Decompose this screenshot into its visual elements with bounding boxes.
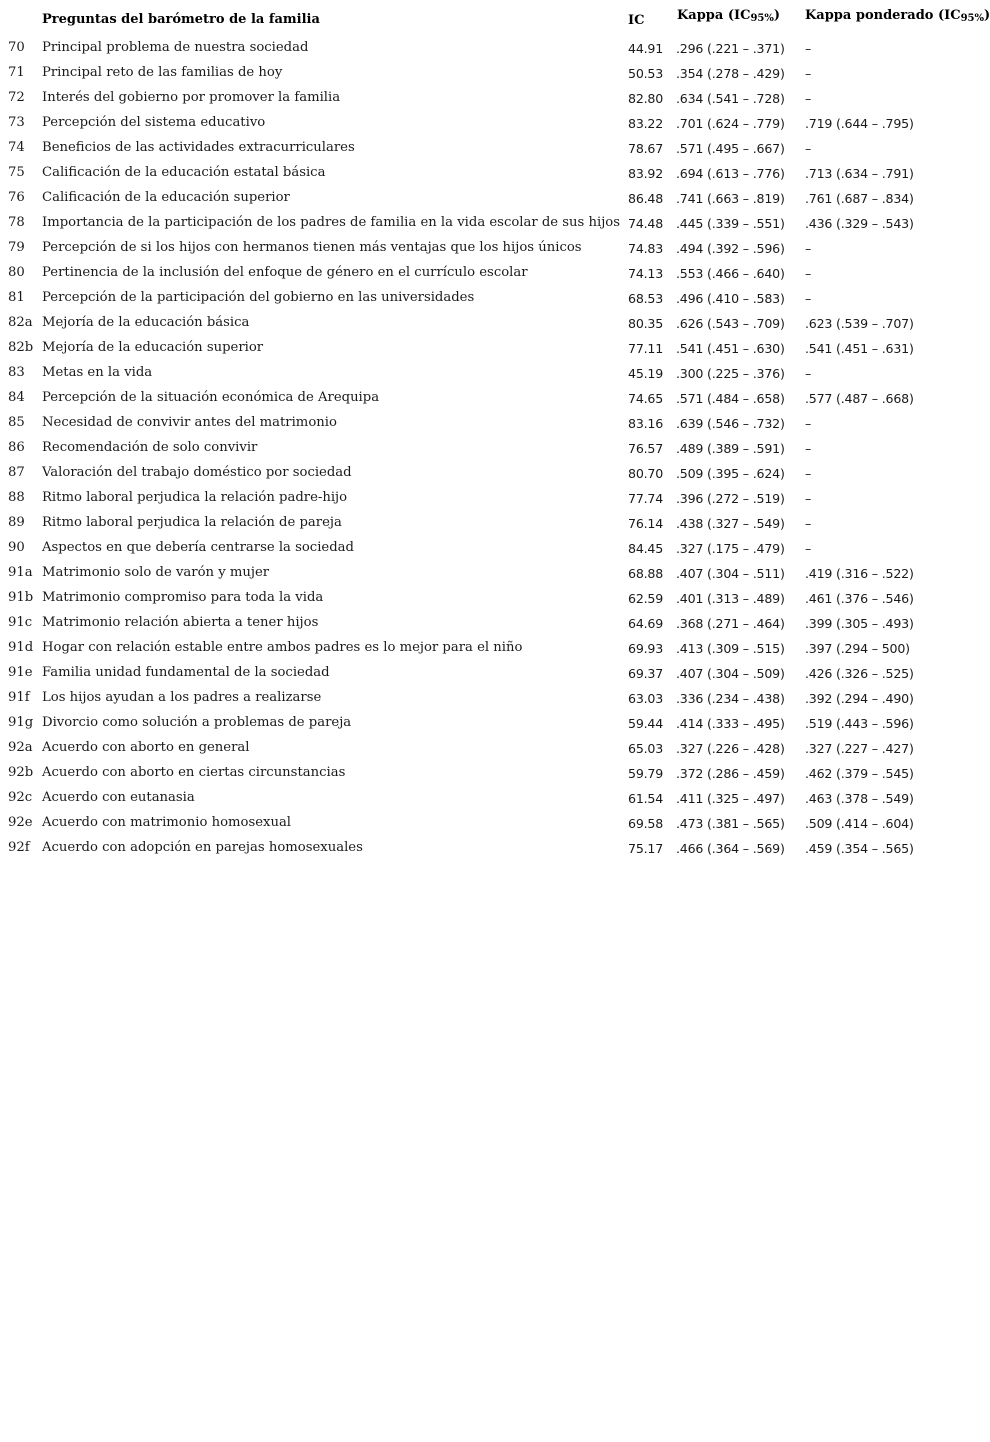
question-number: 91d [8,640,34,655]
question-number: 79 [8,240,25,255]
question-number: 73 [8,115,25,130]
kappa-ponderado-value: .436 (.329 – .543) [805,216,914,231]
question-text: Percepción de la participación del gobierno en las universidades [42,290,475,305]
ic-value: 65.03 [628,741,664,756]
question-text: Divorcio como solución a problemas de pareja [42,715,352,730]
ic-value: 68.53 [628,291,664,306]
question-text: Principal problema de nuestra sociedad [42,40,309,55]
kappa-value: .466 (.364 – .569) [676,841,785,856]
kappa-ponderado-value: – [805,441,812,456]
ic-value: 84.45 [628,541,664,556]
ic-value: 61.54 [628,791,664,806]
ic-value: 44.91 [628,41,664,56]
kappa-value: .473 (.381 – .565) [676,816,785,831]
question-number: 81 [8,290,25,305]
header-question: Preguntas del barómetro de la familia [42,12,320,27]
kappa-ponderado-value: – [805,91,812,106]
ic-value: 62.59 [628,591,664,606]
header-kappa-ponderado-close: ) [983,8,990,23]
question-number: 71 [8,65,25,80]
question-text: Interés del gobierno por promover la familia [42,90,341,105]
table-row [0,163,990,188]
kappa-value: .571 (.495 – .667) [676,141,785,156]
question-number: 72 [8,90,25,105]
question-text: Pertinencia de la inclusión del enfoque de género en el currículo escolar [42,265,528,280]
kappa-ponderado-value: – [805,266,812,281]
kappa-ponderado-value: – [805,241,812,256]
kappa-value: .300 (.225 – .376) [676,366,785,381]
kappa-value: .336 (.234 – .438) [676,691,785,706]
kappa-ponderado-value: .392 (.294 – .490) [805,691,914,706]
question-number: 82a [8,315,33,330]
header-kappa [677,8,780,34]
table-row [0,63,990,88]
question-number: 92f [8,840,30,855]
header-kappa-ponderado-label: Kappa ponderado (IC [805,8,961,23]
question-number: 92a [8,740,33,755]
ic-value: 77.11 [628,341,664,356]
kappa-value: .407 (.304 – .511) [676,566,785,581]
kappa-ponderado-value: .509 (.414 – .604) [805,816,914,831]
question-number: 91c [8,615,33,630]
ic-value: 76.14 [628,516,664,531]
table-row [0,188,990,213]
kappa-ponderado-value: .462 (.379 – .545) [805,766,914,781]
kappa-ponderado-value: – [805,366,812,381]
question-text: Percepción del sistema educativo [42,115,266,130]
table-row [0,438,990,463]
kappa-value: .411 (.325 – .497) [676,791,785,806]
question-number: 74 [8,140,25,155]
question-number: 92b [8,765,34,780]
table-row [0,138,990,163]
question-number: 85 [8,415,25,430]
kappa-ponderado-value: .719 (.644 – .795) [805,116,914,131]
ic-value: 83.92 [628,166,664,181]
question-text: Calificación de la educación superior [42,190,290,205]
kappa-ponderado-value: .577 (.487 – .668) [805,391,914,406]
question-number: 90 [8,540,25,555]
ic-value: 45.19 [628,366,664,381]
table-row [0,463,990,488]
question-text: Metas en la vida [42,365,153,380]
ic-value: 83.16 [628,416,664,431]
kappa-ponderado-value: .459 (.354 – .565) [805,841,914,856]
table-row [0,588,990,613]
kappa-value: .413 (.309 – .515) [676,641,785,656]
ic-value: 59.44 [628,716,664,731]
question-text: Aspectos en que debería centrarse la sociedad [42,540,354,555]
question-text: Importancia de la participación de los padres de familia en la vida escolar de sus hijos [42,215,621,230]
header-kappa-ponderado [805,8,990,34]
table-row [0,413,990,438]
question-text: Percepción de la situación económica de Arequipa [42,390,380,405]
header-kappa-close: ) [773,8,781,23]
ic-value: 68.88 [628,566,664,581]
table-row [0,288,990,313]
kappa-ponderado-value: .761 (.687 – .834) [805,191,914,206]
table-row [0,513,990,538]
question-text: Principal reto de las familias de hoy [42,65,283,80]
kappa-value: .701 (.624 – .779) [676,116,785,131]
kappa-ponderado-value: .399 (.305 – .493) [805,616,914,631]
question-number: 91f [8,690,30,705]
question-text: Mejoría de la educación superior [42,340,264,355]
question-number: 88 [8,490,25,505]
kappa-value: .445 (.339 – .551) [676,216,785,231]
kappa-value: .509 (.395 – .624) [676,466,785,481]
table-row [0,238,990,263]
kappa-ponderado-value: – [805,141,812,156]
kappa-ponderado-value: .426 (.326 – .525) [805,666,914,681]
question-text: Beneficios de las actividades extracurriculares [42,140,355,155]
kappa-value: .626 (.543 – .709) [676,316,785,331]
ic-value: 59.79 [628,766,664,781]
table-row [0,788,990,813]
table-row [0,638,990,663]
kappa-ponderado-value: – [805,416,812,431]
question-number: 87 [8,465,25,480]
table-row [0,488,990,513]
kappa-ponderado-value: .397 (.294 – 500) [805,641,910,656]
table-row [0,88,990,113]
table-body [0,38,990,863]
table-row [0,763,990,788]
table-row [0,388,990,413]
kappa-value: .296 (.221 – .371) [676,41,785,56]
ic-value: 83.22 [628,116,664,131]
table-row [0,688,990,713]
question-text: Acuerdo con aborto en ciertas circunstancias [42,765,346,780]
kappa-value: .327 (.226 – .428) [676,741,785,756]
kappa-ponderado-value: .419 (.316 – .522) [805,566,914,581]
ic-value: 74.83 [628,241,664,256]
kappa-ponderado-value: – [805,291,812,306]
kappa-ponderado-value: – [805,541,812,556]
question-text: Ritmo laboral perjudica la relación padre-hijo [42,490,348,505]
question-number: 92e [8,815,33,830]
ic-value: 74.13 [628,266,664,281]
ic-value: 80.35 [628,316,664,331]
ic-value: 74.48 [628,216,664,231]
question-text: Recomendación de solo convivir [42,440,258,455]
ic-value: 64.69 [628,616,664,631]
question-text: Hogar con relación estable entre ambos padres es lo mejor para el niño [42,640,523,655]
question-number: 92c [8,790,33,805]
question-number: 70 [8,40,25,55]
kappa-value: .401 (.313 – .489) [676,591,785,606]
ic-value: 76.57 [628,441,664,456]
kappa-value: .639 (.546 – .732) [676,416,785,431]
question-text: Calificación de la educación estatal básica [42,165,326,180]
question-text: Acuerdo con aborto en general [42,740,250,755]
kappa-ponderado-value: .327 (.227 – .427) [805,741,914,756]
question-text: Ritmo laboral perjudica la relación de pareja [42,515,342,530]
question-number: 75 [8,165,25,180]
question-number: 78 [8,215,25,230]
kappa-ponderado-value: – [805,66,812,81]
kappa-ponderado-value: .541 (.451 – .631) [805,341,914,356]
question-text: Percepción de si los hijos con hermanos tienen más ventajas que los hijos únicos [42,240,582,255]
question-number: 91a [8,565,33,580]
question-number: 91e [8,665,33,680]
question-number: 89 [8,515,25,530]
kappa-value: .553 (.466 – .640) [676,266,785,281]
ic-value: 74.65 [628,391,664,406]
table-row [0,313,990,338]
ic-value: 75.17 [628,841,664,856]
kappa-ponderado-value: – [805,516,812,531]
kappa-ponderado-value: .713 (.634 – .791) [805,166,914,181]
kappa-value: .396 (.272 – .519) [676,491,785,506]
ic-value: 77.74 [628,491,664,506]
header-ic: IC [628,13,645,28]
question-number: 91b [8,590,34,605]
question-text: Matrimonio compromiso para toda la vida [42,590,324,605]
question-text: Acuerdo con adopción en parejas homosexuales [42,840,363,855]
kappa-value: .634 (.541 – .728) [676,91,785,106]
table-row [0,363,990,388]
table-row [0,338,990,363]
ic-value: 69.93 [628,641,664,656]
ic-value: 82.80 [628,91,664,106]
kappa-value: .741 (.663 – .819) [676,191,785,206]
kappa-value: .368 (.271 – .464) [676,616,785,631]
kappa-value: .496 (.410 – .583) [676,291,785,306]
question-number: 86 [8,440,25,455]
kappa-value: .414 (.333 – .495) [676,716,785,731]
kappa-ponderado-value: .461 (.376 – .546) [805,591,914,606]
ic-value: 69.58 [628,816,664,831]
kappa-value: .694 (.613 – .776) [676,166,785,181]
table-row [0,663,990,688]
kappa-value: .541 (.451 – .630) [676,341,785,356]
table-row [0,213,990,238]
kappa-value: .438 (.327 – .549) [676,516,785,531]
question-text: Los hijos ayudan a los padres a realizarse [42,690,322,705]
ic-value: 86.48 [628,191,664,206]
question-number: 91g [8,715,34,730]
table-row [0,813,990,838]
question-text: Matrimonio relación abierta a tener hijos [42,615,319,630]
kappa-value: .354 (.278 – .429) [676,66,785,81]
header-kappa-subscript: 95% [750,13,774,24]
kappa-ponderado-value: .519 (.443 – .596) [805,716,914,731]
table-row [0,113,990,138]
kappa-value: .494 (.392 – .596) [676,241,785,256]
kappa-value: .407 (.304 – .509) [676,666,785,681]
question-text: Acuerdo con eutanasia [42,790,195,805]
kappa-ponderado-value: .623 (.539 – .707) [805,316,914,331]
table-row [0,713,990,738]
question-number: 80 [8,265,25,280]
question-text: Familia unidad fundamental de la sociedad [42,665,330,680]
question-text: Matrimonio solo de varón y mujer [42,565,270,580]
header-kappa-label: Kappa (IC [677,8,751,23]
ic-value: 50.53 [628,66,664,81]
question-text: Valoración del trabajo doméstico por sociedad [42,465,352,480]
table-row [0,613,990,638]
table-row [0,563,990,588]
question-text: Mejoría de la educación básica [42,315,250,330]
kappa-value: .571 (.484 – .658) [676,391,785,406]
question-text: Acuerdo con matrimonio homosexual [42,815,292,830]
ic-value: 69.37 [628,666,664,681]
question-number: 84 [8,390,25,405]
table-row [0,838,990,863]
kappa-value: .372 (.286 – .459) [676,766,785,781]
kappa-value: .489 (.389 – .591) [676,441,785,456]
ic-value: 78.67 [628,141,664,156]
ic-value: 63.03 [628,691,664,706]
question-number: 82b [8,340,34,355]
ic-value: 80.70 [628,466,664,481]
kappa-ponderado-value: – [805,466,812,481]
table-row [0,38,990,63]
kappa-ponderado-value: – [805,41,812,56]
table-row [0,738,990,763]
question-text: Necesidad de convivir antes del matrimonio [42,415,337,430]
kappa-ponderado-value: .463 (.378 – .549) [805,791,914,806]
kappa-ponderado-value: – [805,491,812,506]
table-row [0,263,990,288]
question-number: 83 [8,365,25,380]
kappa-value: .327 (.175 – .479) [676,541,785,556]
question-number: 76 [8,190,25,205]
header-kappa-ponderado-subscript: 95% [960,13,984,24]
table-row [0,538,990,563]
